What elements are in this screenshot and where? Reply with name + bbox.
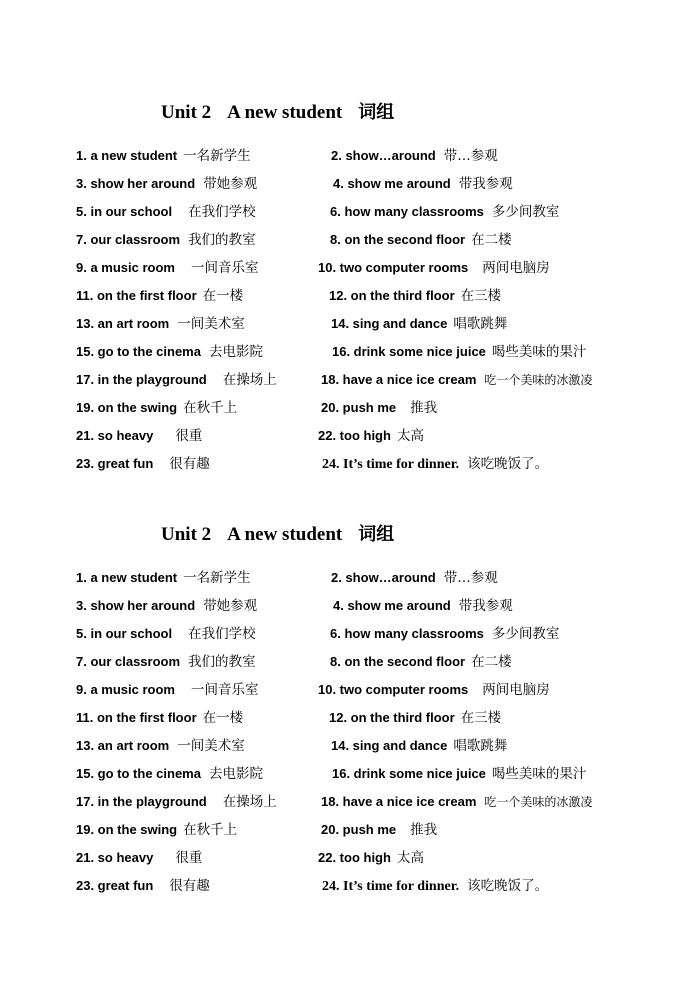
phrase-item: [76, 708, 243, 729]
phrase-chinese: 很重: [175, 428, 203, 444]
phrase-chinese: 一间美术室: [177, 316, 245, 332]
phrase-chinese: 带…参观: [443, 570, 498, 586]
phrase-row: [0, 736, 695, 764]
phrase-chinese: 一间美术室: [177, 738, 245, 754]
phrase-item: [76, 792, 277, 813]
phrase-chinese: 在一楼: [202, 288, 244, 304]
phrase-item: [76, 202, 256, 223]
title-chinese: 词组: [358, 524, 395, 545]
phrase-item: [76, 342, 263, 363]
phrase-chinese: 吃一个美味的冰激凌: [484, 795, 593, 809]
phrase-row: [0, 708, 695, 736]
phrase-item: [322, 454, 548, 475]
phrase-chinese: 一名新学生: [183, 148, 251, 164]
phrase-row: [0, 146, 695, 174]
phrase-chinese: 很重: [175, 850, 203, 866]
phrase-chinese: 太高: [396, 850, 424, 866]
phrase-english: 13. an art room: [76, 738, 170, 753]
phrase-english: 5. in our school: [76, 626, 173, 641]
phrase-item: [76, 876, 210, 897]
phrase-row: [0, 820, 695, 848]
phrase-item: [76, 174, 257, 195]
phrase-item: [76, 230, 256, 251]
phrase-english: 16. drink some nice juice: [332, 766, 486, 781]
phrase-item: [76, 314, 245, 335]
phrase-chinese: 推我: [410, 400, 438, 416]
phrase-english: 10. two computer rooms: [318, 260, 469, 275]
phrase-item: [333, 174, 513, 195]
phrase-chinese: 很有趣: [169, 878, 210, 894]
phrase-item: [330, 202, 559, 223]
phrase-item: [76, 624, 256, 645]
phrase-item: [318, 426, 424, 447]
phrase-item: [330, 652, 512, 673]
phrase-english: 2. show…around: [331, 570, 436, 585]
phrase-section: [0, 101, 695, 501]
phrase-english: 22. too high: [318, 850, 391, 865]
phrase-item: [76, 258, 258, 279]
phrase-item: [332, 342, 586, 363]
phrase-item: [76, 680, 258, 701]
phrase-item: [76, 848, 202, 869]
phrase-chinese: 在我们学校: [188, 626, 256, 642]
phrase-english: 7. our classroom: [76, 232, 181, 247]
phrase-row: [0, 230, 695, 258]
phrase-chinese: 唱歌跳舞: [453, 316, 508, 332]
phrase-item: [321, 820, 437, 841]
phrase-english: 19. on the swing: [76, 400, 178, 415]
phrase-english: 22. too high: [318, 428, 391, 443]
phrase-english: 14. sing and dance: [331, 316, 448, 331]
phrase-english: 24. It’s time for dinner.: [322, 879, 460, 894]
phrase-chinese: 带她参观: [203, 598, 258, 614]
phrase-english: 2. show…around: [331, 148, 436, 163]
phrase-english: 18. have a nice ice cream: [321, 794, 477, 809]
phrase-item: [321, 370, 592, 391]
phrase-item: [318, 680, 550, 701]
phrase-chinese: 去电影院: [208, 344, 263, 360]
phrase-chinese: 我们的教室: [188, 232, 256, 248]
phrase-chinese: 在秋千上: [183, 822, 238, 838]
phrase-chinese: 多少间教室: [491, 204, 560, 220]
phrase-item: [76, 146, 251, 167]
phrase-english: 5. in our school: [76, 204, 173, 219]
phrase-row: [0, 258, 695, 286]
phrase-english: 21. so heavy: [76, 428, 154, 443]
phrase-chinese: 带我参观: [458, 176, 513, 192]
phrase-english: 15. go to the cinema: [76, 766, 201, 781]
phrase-item: [332, 764, 586, 785]
phrase-english: 9. a music room: [76, 682, 175, 697]
phrase-chinese: 我们的教室: [188, 654, 256, 670]
phrase-row: [0, 314, 695, 342]
phrase-chinese: 带…参观: [443, 148, 498, 164]
section-title: [161, 101, 394, 125]
phrase-row: [0, 370, 695, 398]
phrase-english: 23. great fun: [76, 456, 154, 471]
phrase-item: [331, 568, 498, 589]
phrase-english: 16. drink some nice juice: [332, 344, 486, 359]
phrase-chinese: 一间音乐室: [190, 682, 259, 698]
phrase-item: [331, 146, 498, 167]
phrase-english: 10. two computer rooms: [318, 682, 469, 697]
phrase-english: 19. on the swing: [76, 822, 178, 837]
phrase-item: [76, 454, 210, 475]
phrase-item: [329, 708, 501, 729]
phrase-chinese: 该吃晚饭了。: [467, 456, 549, 472]
phrase-item: [76, 426, 202, 447]
phrase-item: [76, 596, 257, 617]
section-title: [161, 523, 394, 547]
unit-name: A new student: [227, 524, 343, 545]
phrase-chinese: 喝些美味的果汁: [491, 766, 587, 782]
phrase-english: 6. how many classrooms: [330, 626, 484, 641]
phrase-chinese: 在操场上: [222, 372, 277, 388]
phrase-chinese: 在二楼: [471, 654, 512, 670]
phrase-chinese: 一间音乐室: [190, 260, 259, 276]
phrase-item: [321, 398, 437, 419]
phrase-english: 4. show me around: [333, 176, 451, 191]
phrase-chinese: 在一楼: [202, 710, 244, 726]
phrase-row: [0, 398, 695, 426]
phrase-row: [0, 792, 695, 820]
phrase-item: [322, 876, 548, 897]
phrase-english: 4. show me around: [333, 598, 451, 613]
phrase-chinese: 在三楼: [460, 288, 502, 304]
phrase-english: 12. on the third floor: [329, 288, 455, 303]
phrase-chinese: 太高: [396, 428, 424, 444]
phrase-english: 8. on the second floor: [330, 232, 466, 247]
phrase-chinese: 两间电脑房: [482, 682, 550, 698]
phrase-item: [331, 314, 507, 335]
title-chinese: 词组: [358, 102, 395, 123]
phrase-chinese: 两间电脑房: [482, 260, 550, 276]
phrase-chinese: 带她参观: [203, 176, 258, 192]
phrase-row: [0, 624, 695, 652]
phrase-item: [76, 652, 256, 673]
phrase-english: 1. a new student: [76, 570, 178, 585]
phrase-item: [318, 258, 550, 279]
phrase-row: [0, 342, 695, 370]
phrase-item: [321, 792, 592, 813]
phrase-item: [76, 568, 251, 589]
phrase-item: [333, 596, 513, 617]
phrase-english: 20. push me: [321, 822, 397, 837]
phrase-row: [0, 202, 695, 230]
phrase-chinese: 去电影院: [208, 766, 263, 782]
phrase-english: 17. in the playground: [76, 794, 207, 809]
phrase-row: [0, 596, 695, 624]
phrase-chinese: 唱歌跳舞: [453, 738, 508, 754]
phrase-item: [76, 764, 263, 785]
phrase-chinese: 很有趣: [169, 456, 210, 472]
phrase-row: [0, 568, 695, 596]
phrase-row: [0, 680, 695, 708]
phrase-english: 14. sing and dance: [331, 738, 448, 753]
phrase-chinese: 该吃晚饭了。: [467, 878, 549, 894]
phrase-chinese: 在秋千上: [183, 400, 238, 416]
phrase-chinese: 在操场上: [222, 794, 277, 810]
phrase-row: [0, 174, 695, 202]
phrase-chinese: 一名新学生: [183, 570, 251, 586]
phrase-row: [0, 426, 695, 454]
phrase-item: [329, 286, 501, 307]
unit-label: Unit 2: [161, 102, 212, 123]
phrase-english: 13. an art room: [76, 316, 170, 331]
phrase-english: 6. how many classrooms: [330, 204, 484, 219]
phrase-chinese: 在我们学校: [188, 204, 256, 220]
phrase-row: [0, 286, 695, 314]
phrase-row: [0, 848, 695, 876]
phrase-english: 11. on the first floor: [76, 288, 197, 303]
phrase-english: 12. on the third floor: [329, 710, 455, 725]
phrase-english: 18. have a nice ice cream: [321, 372, 477, 387]
phrase-english: 7. our classroom: [76, 654, 181, 669]
phrase-chinese: 带我参观: [458, 598, 513, 614]
phrase-row: [0, 454, 695, 482]
phrase-chinese: 推我: [410, 822, 438, 838]
phrase-english: 1. a new student: [76, 148, 178, 163]
phrase-english: 3. show her around: [76, 176, 196, 191]
phrase-item: [76, 370, 277, 391]
phrase-english: 11. on the first floor: [76, 710, 197, 725]
phrase-row: [0, 652, 695, 680]
phrase-chinese: 喝些美味的果汁: [491, 344, 587, 360]
phrase-chinese: 在三楼: [460, 710, 502, 726]
phrase-english: 15. go to the cinema: [76, 344, 201, 359]
unit-name: A new student: [227, 102, 343, 123]
phrase-english: 3. show her around: [76, 598, 196, 613]
phrase-row: [0, 764, 695, 792]
phrase-item: [331, 736, 507, 757]
phrase-english: 21. so heavy: [76, 850, 154, 865]
phrase-chinese: 在二楼: [471, 232, 512, 248]
phrase-english: 23. great fun: [76, 878, 154, 893]
phrase-english: 8. on the second floor: [330, 654, 466, 669]
phrase-english: 17. in the playground: [76, 372, 207, 387]
phrase-item: [330, 624, 559, 645]
phrase-item: [76, 820, 237, 841]
phrase-row: [0, 876, 695, 904]
phrase-english: 24. It’s time for dinner.: [322, 457, 460, 472]
phrase-item: [318, 848, 424, 869]
phrase-english: 20. push me: [321, 400, 397, 415]
phrase-english: 9. a music room: [76, 260, 175, 275]
phrase-chinese: 多少间教室: [491, 626, 560, 642]
phrase-item: [330, 230, 512, 251]
phrase-item: [76, 286, 243, 307]
phrase-section: [0, 523, 695, 923]
phrase-chinese: 吃一个美味的冰激凌: [484, 373, 593, 387]
phrase-item: [76, 398, 237, 419]
unit-label: Unit 2: [161, 524, 212, 545]
phrase-item: [76, 736, 245, 757]
